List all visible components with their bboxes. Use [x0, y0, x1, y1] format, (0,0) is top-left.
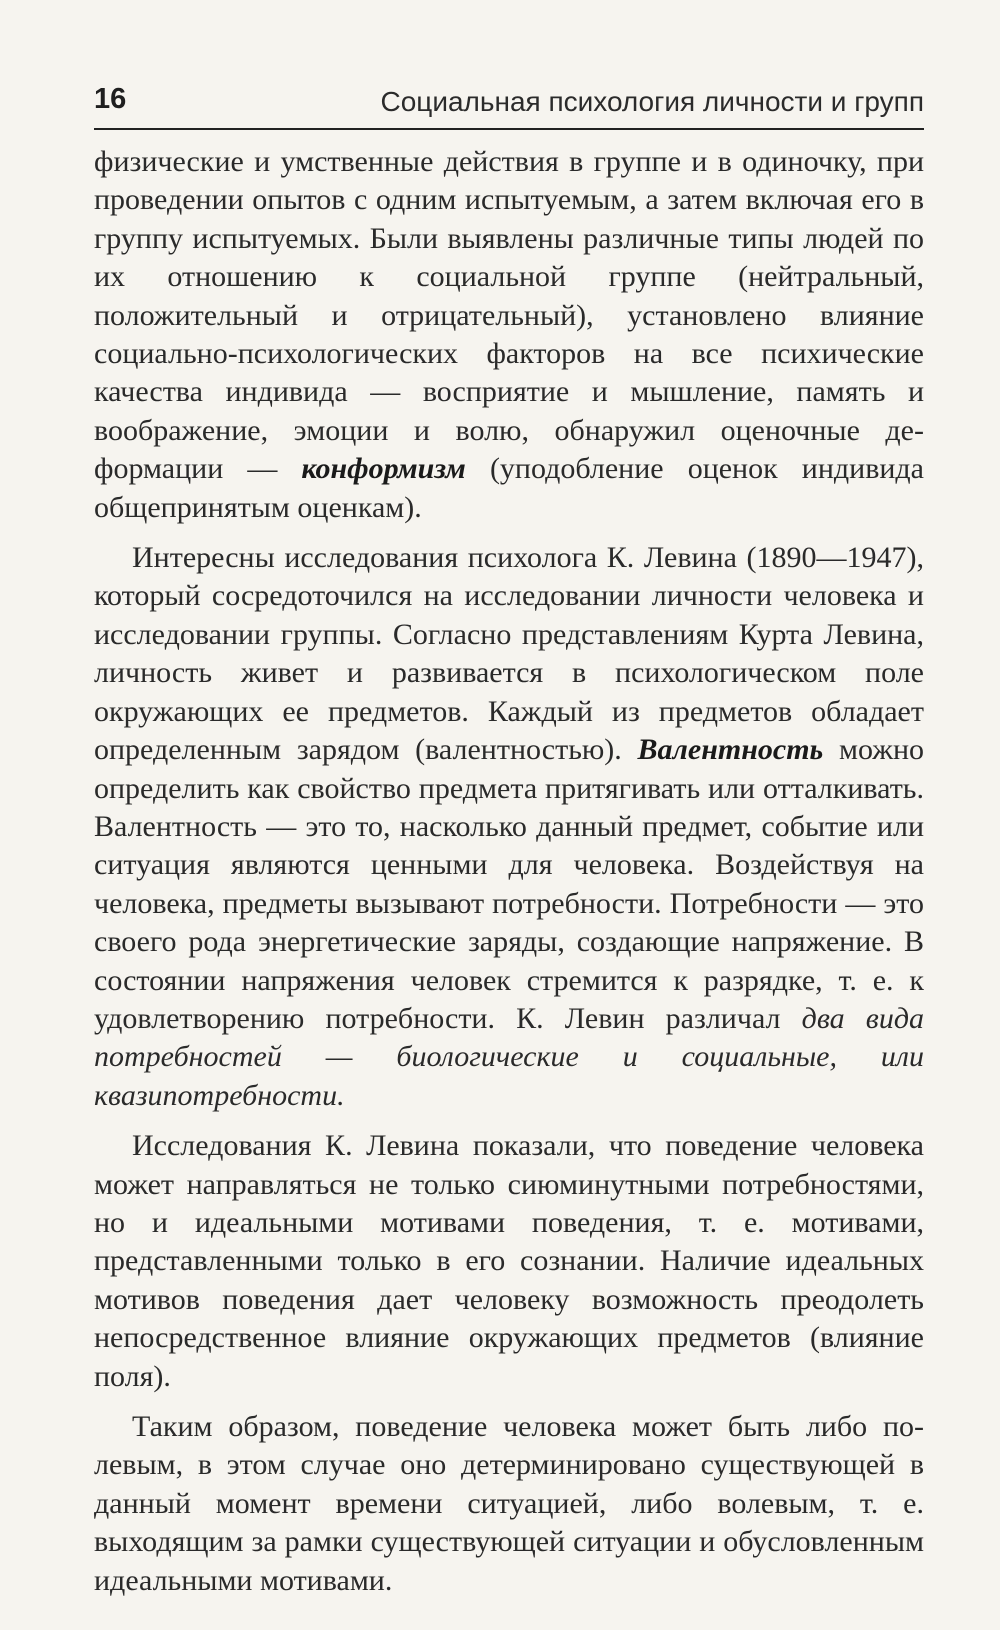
paragraph-2-text-1: Интересны исследования психолога К. Левина (1890—1947), который сосредоточился на исследовании личности человека и исследовании группы. Согласно представлениям Курта Левина, личность живет и развивается в психологическом поле окружающих ее предметов. Каждый из предметов обладает определенным зарядом (валентностью).	[94, 541, 924, 767]
paragraph-1-text-1: физические и умственные действия в группе и в одиночку, при проведении опытов с одним испытуемым, а затем включая его в группу испытуемых. Были выявлены различные типы людей по их отношению к социальной группе (нейтральный, положительный и отрицательный), установлено влияние социально-психологических факторов на все психические качества индивида — восприятие и мышление, память и воображение, эмоции и волю, обнаружил оценочные деформации —	[94, 145, 924, 486]
paragraph-2	[94, 539, 924, 1115]
page-header	[94, 78, 924, 130]
paragraph-1	[94, 143, 924, 527]
body-text	[94, 143, 924, 1600]
paragraph-2-text-2: можно определить как свойство предмета притягивать или отталкивать. Валентность — это то, насколько данный предмет, событие или ситуация являются ценными для человека. Воздействуя на человека, предметы вызывают потребности. Потребности — это своего рода энергетические заряды, создающие напряжение. В состоянии напряжения человек стремится к разрядке, т. е. к удовлетворению потребности. К. Левин различал	[94, 733, 924, 1035]
paragraph-2-emphasis: два вида потребностей — биологические и социальные, или квазипотребности.	[94, 1001, 924, 1112]
running-head: Социальная психология личности и групп	[380, 86, 924, 117]
paragraph-4	[94, 1408, 924, 1600]
paragraph-1-text-2: (уподобление оценок индивида общепринятым оценкам).	[94, 452, 924, 524]
paragraph-3	[94, 1127, 924, 1396]
term-valence: Валентность	[637, 733, 824, 767]
page-number: 16	[94, 83, 127, 115]
paragraph-3-text: Исследования К. Левина показали, что поведение человека может направляться не только сиюминутными потребностями, но и идеальными мотивами поведения, т. е. мотивами, представленными только в его сознании. Наличие идеальных мотивов поведения дает человеку возможность преодолеть непосредственное влияние окружающих предметов (влияние поля).	[94, 1129, 924, 1393]
term-conformism: конформизм	[301, 452, 466, 486]
paragraph-4-text: Таким образом, поведение человека может быть либо полевым, в этом случае оно детерминировано существующей в данный момент времени ситуацией, либо волевым, т. е. выходящим за рамки существующей ситуации и обусловленным идеальными мотивами.	[94, 1410, 924, 1597]
